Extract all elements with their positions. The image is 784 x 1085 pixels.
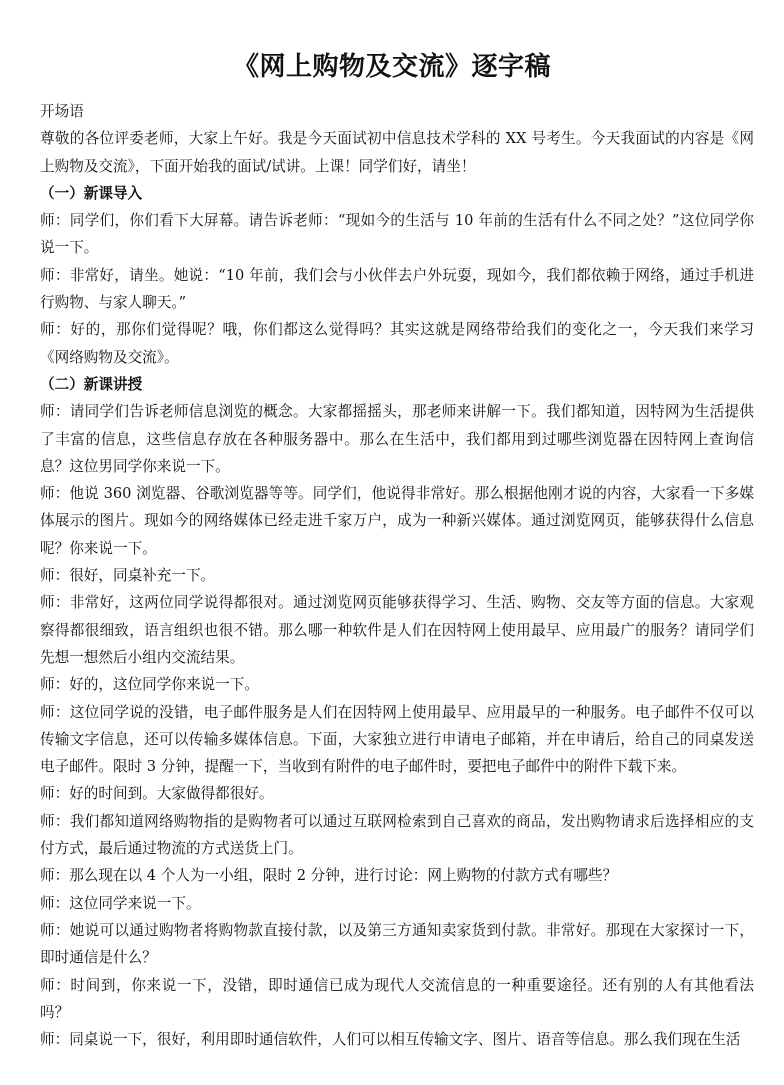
- paragraph: 师：好的，这位同学你来说一下。: [40, 676, 259, 694]
- paragraph: 师：请同学们告诉老师信息浏览的概念。大家都摇摇头，那老师来讲解一下。我们都知道，因特网为生活提供了丰富的信息，这些信息存放在各种服务器中。那么在生活中，我们都用到过哪些浏览器在因特网上查询信息？这位男同学你来说一下。: [40, 403, 754, 475]
- section-heading: （二）新课讲授: [40, 375, 143, 393]
- paragraph: 师：好的，那你们觉得呢？哦，你们都这么觉得吗？其实这就是网络带给我们的变化之一，今天我们来学习《网络购物及交流》。: [40, 321, 754, 366]
- paragraph: 尊敬的各位评委老师，大家上午好。我是今天面试初中信息技术学科的 XX 号考生。今天我面试的内容是《网上购物及交流》，下面开始我的面试/试讲。上课！同学们好，请坐！: [40, 130, 754, 175]
- document-title: 《网上购物及交流》逐字稿: [232, 52, 551, 82]
- paragraph: 师：他说 360 浏览器、谷歌浏览器等等。同学们，他说得非常好。那么根据他刚才说的内容，大家看一下多媒体展示的图片。现如今的网络媒体已经走进千家万户，成为一种新兴媒体。通过浏览网页，能够获得什么信息呢？你来说一下。: [40, 485, 754, 557]
- section-heading: （一）新课导入: [40, 184, 143, 202]
- paragraph: 师：非常好，请坐。她说：“10 年前，我们会与小伙伴去户外玩耍，现如今，我们都依赖于网络，通过手机进行购物、与家人聊天。”: [40, 266, 754, 312]
- paragraph: 师：那么现在以 4 个人为一小组，限时 2 分钟，进行讨论：网上购物的付款方式有哪些？: [40, 867, 618, 885]
- paragraph: 师：好的时间到。大家做得都很好。: [40, 785, 274, 803]
- paragraph: 师：同学们，你们看下大屏幕。请告诉老师：“现如今的生活与 10 年前的生活有什么不同之处？”这位同学你说一下。: [40, 212, 754, 257]
- paragraph: 师：时间到，你来说一下，没错，即时通信已成为现代人交流信息的一种重要途径。还有别的人有其他看法吗？: [40, 976, 754, 1021]
- paragraph: 开场语: [40, 103, 84, 120]
- paragraph: 师：这位同学说的没错，电子邮件服务是人们在因特网上使用最早、应用最早的一种服务。电子邮件不仅可以传输文字信息，还可以传输多媒体信息。下面，大家独立进行申请电子邮箱，并在申请后，给自己的同桌发送电子邮件。限时 3 分钟，提醒一下，当收到有附件的电子邮件时，要把电子邮件中的附件下载下来。: [40, 703, 754, 776]
- paragraph: 师：非常好，这两位同学说得都很对。通过浏览网页能够获得学习、生活、购物、交友等方面的信息。大家观察得都很细致，语言组织也很不错。那么哪一种软件是人们在因特网上使用最早、应用最广的服务？请同学们先想一想然后小组内交流结果。: [40, 594, 754, 666]
- paragraph: 师：很好，同桌补充一下。: [40, 567, 216, 585]
- paragraph: 师：同桌说一下，很好，利用即时通信软件，人们可以相互传输文字、图片、语音等信息。那么我们现在生活: [40, 1031, 741, 1049]
- document-body: [40, 98, 754, 1053]
- paragraph: 师：她说可以通过购物者将购物款直接付款，以及第三方通知卖家货到付款。非常好。那现在大家探讨一下，即时通信是什么？: [40, 921, 754, 967]
- paragraph: 师：这位同学来说一下。: [40, 894, 201, 912]
- paragraph: 师：我们都知道网络购物指的是购物者可以通过互联网检索到自己喜欢的商品，发出购物请求后选择相应的支付方式，最后通过物流的方式送货上门。: [40, 812, 754, 858]
